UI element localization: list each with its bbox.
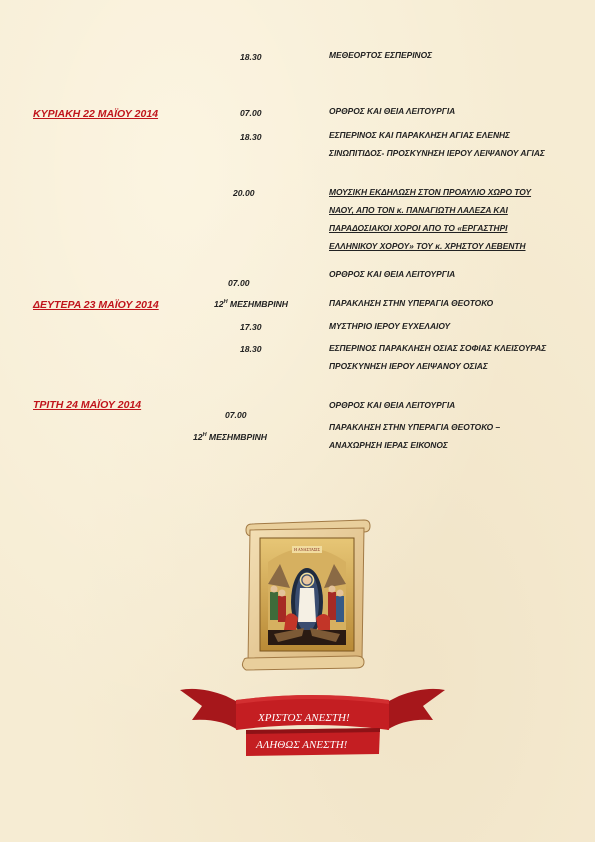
time-monday-1: 07.00	[228, 278, 250, 288]
time-monday-2-number: 12	[214, 299, 224, 309]
event-monday-4	[329, 339, 546, 375]
day-heading-monday: ΔΕΥΤΕΡΑ 23 ΜΑΪΟΥ 2014	[33, 299, 159, 311]
event-sunday-1: ΟΡΘΡΟΣ ΚΑΙ ΘΕΙΑ ΛΕΙΤΟΥΡΓΙΑ	[329, 106, 456, 116]
event-sunday-3-line1: ΜΟΥΣΙΚΗ ΕΚΔΗΛΩΣΗ ΣΤΟΝ ΠΡΟΑΥΛΙΟ ΧΩΡΟ ΤΟΥ	[329, 187, 532, 197]
event-monday-1: ΟΡΘΡΟΣ ΚΑΙ ΘΕΙΑ ΛΕΙΤΟΥΡΓΙΑ	[329, 269, 456, 279]
time-tuesday-1: 07.00	[225, 410, 247, 420]
time-sunday-3: 20.00	[233, 188, 255, 198]
event-monday-4-line1: ΕΣΠΕΡΙΝΟΣ ΠΑΡΑΚΛΗΣΗ ΟΣΙΑΣ ΣΟΦΙΑΣ ΚΛΕΙΣΟΥΡΑΣ	[329, 343, 547, 353]
time-monday-4: 18.30	[240, 344, 262, 354]
event-tuesday-2-line2: ΑΝΑΧΩΡΗΣΗ ΙΕΡΑΣ ΕΙΚΟΝΟΣ	[329, 440, 448, 450]
event-sunday-2-line2: ΣΙΝΩΠΙΤΙΔΟΣ- ΠΡΟΣΚΥΝΗΣΗ ΙΕΡΟΥ ΛΕΙΨΑΝΟΥ ΑΓΙΑΣ	[329, 148, 545, 158]
time-monday-2	[214, 300, 288, 309]
time-tuesday-2	[193, 433, 267, 442]
scroll-graphic	[238, 518, 374, 673]
day-heading-tuesday: ΤΡΙΤΗ 24 ΜΑΪΟΥ 2014	[33, 399, 142, 411]
event-sunday-3-line2: ΝΑΟΥ, ΑΠΟ ΤΟΝ κ. ΠΑΝΑΓΙΩΤΗ ΛΑΛΕΖΑ ΚΑΙ	[329, 205, 508, 215]
event-sunday-3-line4: ΕΛΛΗΝΙΚΟΥ ΧΟΡΟΥ» ΤΟΥ κ. ΧΡΗΣΤΟΥ ΛΕΒΕΝΤΗ	[329, 241, 526, 251]
time-monday-2-label: ΜΕΣΗΜΒΡΙΝΗ	[227, 299, 289, 309]
icon-caption: Η ΑΝΑΣΤΑΣΙΣ	[294, 547, 320, 552]
day-heading-sunday: ΚΥΡΙΑΚΗ 22 ΜΑΪΟΥ 2014	[33, 108, 159, 120]
time-pre: 18.30	[240, 52, 262, 62]
banner-text-line1: ΧΡΙΣΤΟΣ ΑΝΕΣΤΗ!	[258, 712, 350, 724]
time-monday-3: 17.30	[240, 322, 262, 332]
time-tuesday-2-number: 12	[193, 432, 203, 442]
event-sunday-2-line1: ΕΣΠΕΡΙΝΟΣ ΚΑΙ ΠΑΡΑΚΛΗΣΗ ΑΓΙΑΣ ΕΛΕΝΗΣ	[329, 130, 510, 140]
event-tuesday-2-line1: ΠΑΡΑΚΛΗΣΗ ΣΤΗΝ ΥΠΕΡΑΓΙΑ ΘΕΟΤΟΚΟ –	[329, 422, 501, 432]
time-sunday-1: 07.00	[240, 108, 262, 118]
event-tuesday-1: ΟΡΘΡΟΣ ΚΑΙ ΘΕΙΑ ΛΕΙΤΟΥΡΓΙΑ	[329, 400, 456, 410]
resurrection-icon-scroll	[238, 518, 374, 673]
time-sunday-2: 18.30	[240, 132, 262, 142]
event-pre: ΜΕΘΕΟΡΤΟΣ ΕΣΠΕΡΙΝΟΣ	[329, 50, 433, 60]
event-monday-2: ΠΑΡΑΚΛΗΣΗ ΣΤΗΝ ΥΠΕΡΑΓΙΑ ΘΕΟΤΟΚΟ	[329, 298, 494, 308]
event-sunday-2	[329, 126, 545, 162]
time-tuesday-2-label: ΜΕΣΗΜΒΡΙΝΗ	[206, 432, 268, 442]
banner-text-line2: ΑΛΗΘΩΣ ΑΝΕΣΤΗ!	[256, 739, 348, 751]
time-tuesday-2-suffix: Η	[202, 432, 207, 439]
event-monday-4-line2: ΠΡΟΣΚΥΝΗΣΗ ΙΕΡΟΥ ΛΕΙΨΑΝΟΥ ΟΣΙΑΣ	[329, 361, 488, 371]
event-sunday-3	[329, 183, 531, 255]
event-sunday-3-line3: ΠΑΡΑΔΟΣΙΑΚΟΙ ΧΟΡΟΙ ΑΠΟ ΤΟ «ΕΡΓΑΣΤΗΡΙ	[329, 223, 508, 233]
event-tuesday-2	[329, 418, 500, 454]
event-monday-3: ΜΥΣΤΗΡΙΟ ΙΕΡΟΥ ΕΥΧΕΛΑΙΟΥ	[329, 321, 451, 331]
time-monday-2-suffix: Η	[223, 299, 228, 306]
